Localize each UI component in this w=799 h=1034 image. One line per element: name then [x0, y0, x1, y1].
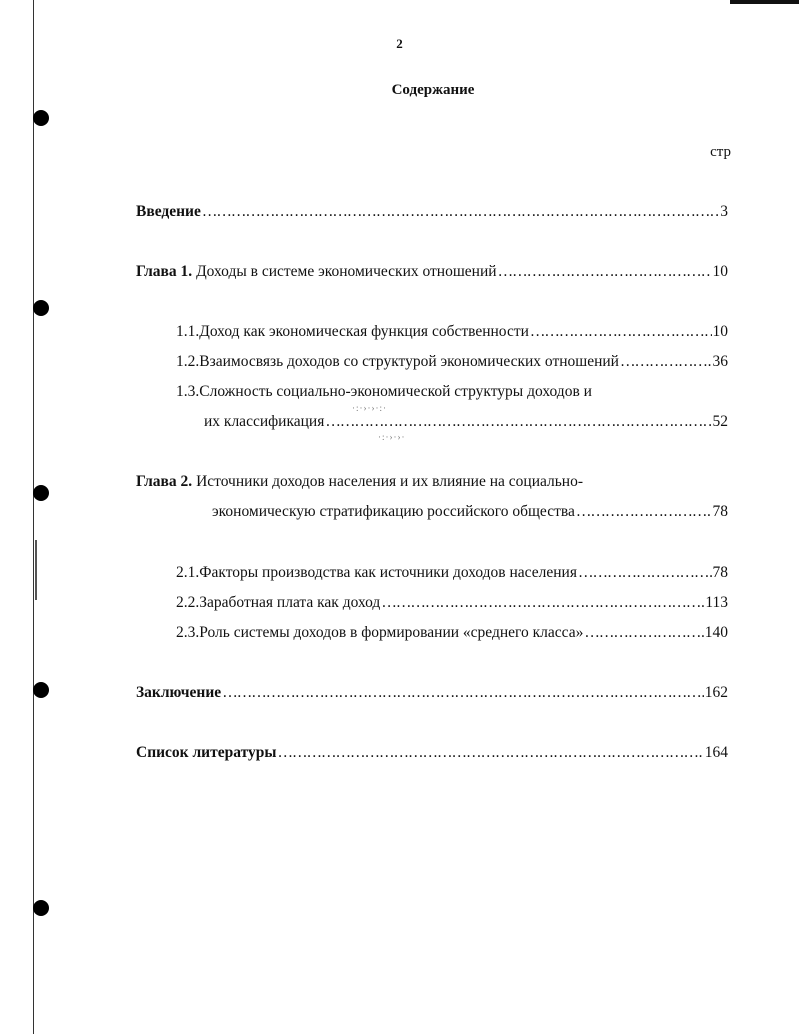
toc-entry-intro[interactable] — [136, 203, 728, 221]
toc-entry-chapter2-line1[interactable] — [136, 473, 583, 491]
toc-entry-section-1-3-line1[interactable]: 1.3.Сложность социально-экономической структуры доходов и — [176, 383, 592, 400]
toc-entry-label: Источники доходов населения и их влияние на социально- — [196, 473, 584, 490]
toc-entry-label: 2.3.Роль системы доходов в формировании «среднего класса» — [176, 624, 584, 641]
toc-entry-page: 140 — [704, 624, 728, 641]
toc-entry-page: 3 — [720, 203, 728, 220]
toc-entry-page: 52 — [712, 413, 728, 430]
toc-entry-label: Введение — [136, 203, 201, 220]
toc-leader-dots — [202, 203, 719, 221]
toc-leader-dots — [584, 624, 703, 642]
toc-leader-dots — [530, 323, 712, 341]
toc-leader-dots — [578, 564, 712, 582]
toc-entry-section-2-1[interactable] — [176, 564, 728, 582]
binder-hole — [33, 110, 49, 126]
toc-chapter-prefix: Глава 1. — [136, 263, 193, 280]
toc-entry-label: Заключение — [136, 684, 222, 701]
binder-hole — [33, 900, 49, 916]
toc-entry-section-2-2[interactable] — [176, 594, 728, 612]
toc-entry-label: 1.1.Доход как экономическая функция собственности — [176, 323, 529, 340]
binder-hole — [33, 485, 49, 501]
toc-entry-section-2-3[interactable] — [176, 624, 728, 642]
toc-entry-page: 10 — [712, 263, 728, 280]
page-number: 2 — [396, 36, 403, 51]
toc-chapter-prefix: Глава 2. — [136, 473, 193, 490]
toc-entry-label: экономическую стратификацию российского общества — [212, 503, 575, 520]
toc-leader-dots — [222, 684, 704, 702]
toc-entry-references[interactable] — [136, 744, 728, 762]
toc-entry-section-1-1[interactable] — [176, 323, 728, 341]
binder-hole — [33, 300, 49, 316]
toc-entry-page: 113 — [705, 594, 728, 611]
page-column-label: стр — [710, 144, 731, 160]
toc-entry-label: 2.1.Факторы производства как источники доходов населения — [176, 564, 577, 581]
toc-entry-label: 2.2.Заработная плата как доход — [176, 594, 381, 611]
toc-entry-label: Доходы в системе экономических отношений — [196, 263, 497, 280]
toc-entry-page: 164 — [704, 744, 728, 761]
page-title: Содержание — [391, 82, 475, 98]
scan-margin-line — [33, 0, 34, 1034]
scan-margin-mark — [35, 540, 37, 600]
toc-entry-page: 10 — [712, 323, 728, 340]
toc-entry-label: Список литературы — [136, 744, 277, 761]
toc-entry-page: 78 — [712, 564, 728, 581]
toc-entry-conclusion[interactable] — [136, 684, 728, 702]
binder-hole — [33, 682, 49, 698]
toc-entry-section-1-2[interactable] — [176, 353, 728, 371]
toc-entry-page: 162 — [704, 684, 728, 701]
toc-entry-page: 36 — [712, 353, 728, 370]
toc-entry-label: их классификация — [204, 413, 325, 430]
toc-leader-dots — [620, 353, 712, 371]
scan-noise: ·:·›·›· — [378, 432, 406, 442]
toc-leader-dots — [277, 744, 703, 762]
toc-leader-dots — [576, 503, 712, 521]
toc-entry-section-1-3[interactable] — [204, 413, 728, 431]
toc-entry-chapter2[interactable] — [212, 503, 728, 521]
scan-corner-mark — [730, 0, 799, 4]
toc-leader-dots — [381, 594, 704, 612]
toc-entry-chapter1[interactable] — [136, 263, 728, 281]
toc-entry-label: 1.2.Взаимосвязь доходов со структурой экономических отношений — [176, 353, 619, 370]
toc-leader-dots — [498, 263, 712, 281]
toc-leader-dots — [325, 413, 711, 431]
scan-noise: ·:·›·›·:· — [352, 403, 387, 413]
toc-entry-page: 78 — [712, 503, 728, 520]
